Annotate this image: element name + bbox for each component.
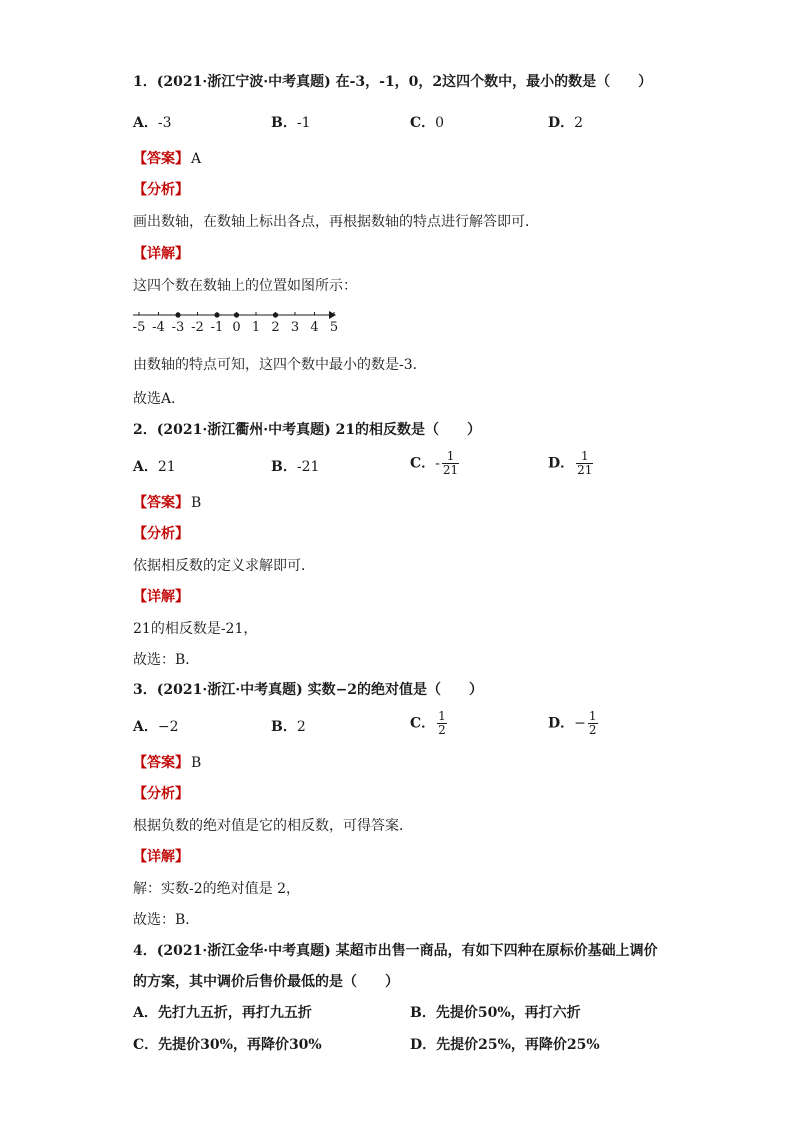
- q1-answer: 【答案】 A: [133, 151, 202, 167]
- q2-stem: 2．(2021·浙江衢州·中考真题) 21的相反数是（ ）: [133, 422, 482, 438]
- number-line-point: [175, 312, 180, 317]
- fraction: $\frac{1}{2}$: [438, 709, 446, 737]
- number-line-arrow: [329, 311, 336, 319]
- q2-detail-text: 21的相反数是-21，: [133, 621, 258, 637]
- q1-detail-text: 这四个数在数轴上的位置如图所示：: [133, 278, 357, 294]
- q3-option-d: D．− $\frac{1}{2}$: [548, 709, 597, 737]
- number-line-point: [214, 312, 219, 317]
- q1-detail-label: 【详解】: [133, 246, 189, 262]
- number-line-tick-label: 4: [310, 320, 319, 335]
- q4-option-d: D．先提价25%，再降价25%: [410, 1037, 600, 1053]
- number-line-tick-label: 2: [271, 320, 280, 335]
- q1-option-b: B．-1: [271, 115, 311, 131]
- number-line-point: [273, 312, 278, 317]
- q2-option-c: C．- $\frac{1}{21}$: [410, 449, 459, 477]
- q4-option-a: A．先打九五折，再打九五折: [133, 1005, 312, 1021]
- number-line-tick-label: -3: [171, 320, 185, 335]
- q1-option-c: C．0: [410, 115, 445, 131]
- number-line-tick-label: -5: [133, 320, 146, 335]
- q2-analysis-label: 【分析】: [133, 526, 189, 542]
- q1-stem: 1．(2021·浙江宁波·中考真题) 在-3，-1，0，2这四个数中，最小的数是（ ）: [133, 74, 653, 90]
- q3-option-a: A．−2: [133, 719, 179, 735]
- q3-analysis: 根据负数的绝对值是它的相反数，可得答案．: [133, 818, 413, 834]
- fraction: $\frac{1}{21}$: [442, 449, 459, 477]
- q2-detail-label: 【详解】: [133, 589, 189, 605]
- q4-option-c: C．先提价30%，再降价30%: [133, 1037, 322, 1053]
- q1-analysis: 画出数轴，在数轴上标出各点，再根据数轴的特点进行解答即可．: [133, 214, 539, 230]
- q2-answer: 【答案】 B: [133, 495, 202, 511]
- q3-option-b: B．2: [271, 719, 306, 735]
- q1-final: 故选A．: [133, 391, 186, 407]
- q4-stem-line1: 4．(2021·浙江金华·中考真题) 某超市出售一商品，有如下四种在原标价基础上调价: [133, 943, 658, 959]
- q3-option-c: C． $\frac{1}{2}$: [410, 709, 446, 737]
- q1-option-d: D．2: [548, 115, 584, 131]
- q3-detail-text: 解：实数-2的绝对值是 2，: [133, 881, 300, 897]
- q2-option-b: B．-21: [271, 459, 320, 475]
- q3-analysis-label: 【分析】: [133, 786, 189, 802]
- q2-option-a: A．21: [133, 459, 176, 475]
- fraction: $\frac{1}{2}$: [588, 709, 597, 737]
- q3-answer: 【答案】 B: [133, 755, 202, 771]
- number-line-tick-label: -1: [210, 320, 224, 335]
- q1-detail-conclusion: 由数轴的特点可知，这四个数中最小的数是-3．: [133, 357, 427, 373]
- number-line-point: [234, 312, 239, 317]
- q1-analysis-label: 【分析】: [133, 182, 189, 198]
- number-line-tick-label: 5: [329, 320, 339, 335]
- q3-final: 故选：B．: [133, 912, 200, 928]
- number-line-tick-label: 1: [251, 320, 261, 335]
- q4-option-b: B．先提价50%，再打六折: [410, 1005, 581, 1021]
- q1-option-a: A．-3: [133, 115, 172, 131]
- number-line-tick-label: 0: [232, 320, 241, 335]
- number-line-tick-label: 3: [290, 320, 300, 335]
- q2-analysis: 依据相反数的定义求解即可．: [133, 558, 315, 574]
- number-line-tick-label: -4: [152, 320, 165, 335]
- q3-detail-label: 【详解】: [133, 849, 189, 865]
- number-line: [133, 306, 353, 336]
- fraction: $\frac{1}{21}$: [577, 449, 593, 477]
- q4-stem-line2: 的方案，其中调价后售价最低的是（ ）: [133, 974, 399, 990]
- q2-option-d: D． $\frac{1}{21}$: [548, 449, 593, 477]
- number-line-tick-label: -2: [191, 320, 204, 335]
- q2-final: 故选：B．: [133, 652, 200, 668]
- q3-stem: 3．(2021·浙江·中考真题) 实数−2的绝对值是（ ）: [133, 682, 484, 698]
